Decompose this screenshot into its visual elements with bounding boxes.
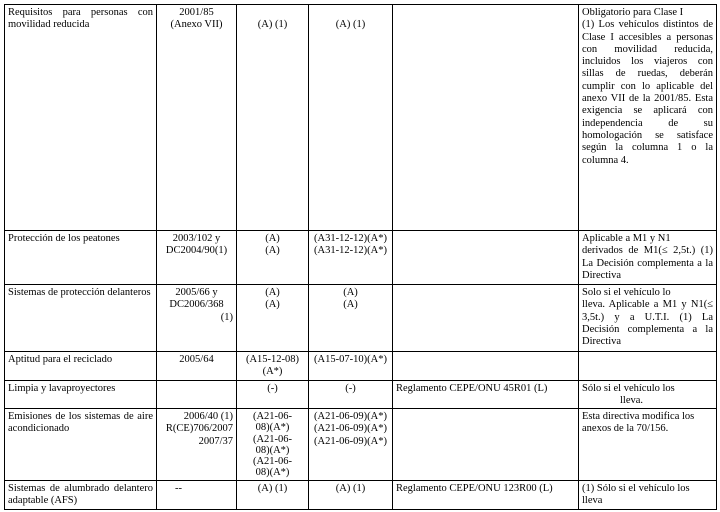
table-row xyxy=(5,409,717,481)
column-b-value: (-) xyxy=(345,382,356,394)
directive-ref: DC2006/368 xyxy=(169,299,224,311)
observations-cell xyxy=(579,5,717,231)
requirement-name: Sistemas de protección delanteros xyxy=(8,287,151,298)
reglamento-cell xyxy=(393,380,579,409)
observation-heading: Solo si el vehículo lo xyxy=(582,287,671,298)
observation-text: anexos de la 70/156. xyxy=(582,423,669,435)
column-a-value: (A) xyxy=(265,245,280,257)
column-a-cell xyxy=(237,380,309,409)
column-b-cell xyxy=(309,231,393,285)
requirement-name: Limpia y lavaproyectores xyxy=(8,382,116,394)
directive-ref: 2005/64 xyxy=(179,354,214,365)
column-a-value: (A) xyxy=(265,233,280,244)
directive-cell xyxy=(157,285,237,352)
directive-ref: DC2004/90(1) xyxy=(165,245,228,257)
reglamento-cell xyxy=(393,481,579,510)
column-b-cell xyxy=(309,481,393,510)
column-b-value: (A21-06-09)(A*) xyxy=(314,411,387,423)
directive-ref: (Anexo VII) xyxy=(170,19,223,31)
observation-text: (1) Los vehículos distintos de Clase I accesibles a personas con movilidad reducida, incluidos los viajeros con sillas de ruedas, deberán cumplir con lo aplicable del anexo VII de la 2001/85. Esta exigencia se aplicará con independencia de su homologación se satisface según la columna 1 o la columna 4. xyxy=(582,19,713,166)
column-a-value: (A15-12-08)(A*) xyxy=(245,354,300,378)
directive-cell xyxy=(157,5,237,231)
column-a-value: (A21-06- xyxy=(252,433,293,445)
observations-cell xyxy=(579,352,717,381)
reglamento-text: Reglamento CEPE/ONU 123R00 (L) xyxy=(396,483,553,495)
requirement-name: Requisitos para personas con movilidad reducida xyxy=(8,7,153,31)
column-a-cell xyxy=(237,231,309,285)
column-a-value: 08)(A*) xyxy=(255,444,290,456)
observations-cell xyxy=(579,231,717,285)
column-a-cell xyxy=(237,5,309,231)
requirement-name-cell xyxy=(5,285,157,352)
column-a-cell xyxy=(237,352,309,381)
observation-heading: Aplicable a M1 y N1 xyxy=(582,233,671,244)
observation-text: lleva. Aplicable a M1 y N1(≤ 3,5t.) y a U.T.I. (1) La Decisión complementa a la Directiva xyxy=(582,299,713,348)
column-b-cell xyxy=(309,352,393,381)
column-a-value: (A) (1) xyxy=(257,19,288,30)
directive-ref: 2007/37 xyxy=(198,435,233,447)
table-row xyxy=(5,481,717,510)
directive-cell xyxy=(157,409,237,481)
requirement-name: Protección de los peatones xyxy=(8,233,120,244)
observations-cell xyxy=(579,380,717,409)
observations-cell xyxy=(579,285,717,352)
requirement-name-cell xyxy=(5,231,157,285)
reglamento-cell xyxy=(393,231,579,285)
column-a-value: (A) xyxy=(265,287,280,298)
requirement-name-cell xyxy=(5,380,157,409)
directive-ref: 2001/85 xyxy=(179,7,214,18)
observations-cell xyxy=(579,409,717,481)
table-row xyxy=(5,352,717,381)
directive-ref: (1) xyxy=(220,311,233,323)
table-row xyxy=(5,380,717,409)
column-b-value: (A31-12-12)(A*) xyxy=(314,245,387,257)
observation-text: derivados de M1(≤ 2,5t.) (1) La Decisión complementa a la Directiva xyxy=(582,245,713,281)
column-b-value: (A) (1) xyxy=(335,19,366,30)
table-row xyxy=(5,5,717,231)
column-b-value: (A21-06-09)(A*) xyxy=(314,423,387,435)
requirement-name-cell xyxy=(5,409,157,481)
requirement-name-cell xyxy=(5,352,157,381)
column-b-cell xyxy=(309,285,393,352)
column-a-value: 08)(A*) xyxy=(255,467,290,479)
directive-ref: 2003/102 y xyxy=(172,233,221,244)
column-a-value: (A21-06- xyxy=(252,456,293,467)
observations-cell xyxy=(579,481,717,510)
reglamento-cell xyxy=(393,352,579,381)
observation-text: lleva. xyxy=(620,394,644,406)
directive-cell xyxy=(157,231,237,285)
reglamento-cell xyxy=(393,5,579,231)
column-a-cell xyxy=(237,481,309,510)
column-b-value: (A) (1) xyxy=(335,483,366,495)
observation-heading: Obligatorio para Clase I xyxy=(582,7,684,18)
column-b-cell xyxy=(309,380,393,409)
directive-ref: 2005/66 y xyxy=(175,287,218,298)
directive-cell xyxy=(157,481,237,510)
column-b-value: (A15-07-10)(A*) xyxy=(314,354,387,365)
column-a-value: (A) (1) xyxy=(257,483,288,495)
observation-text: lleva xyxy=(582,495,603,507)
column-a-value: 08)(A*) xyxy=(255,422,290,434)
column-a-cell xyxy=(237,409,309,481)
observation-heading: Sólo si el vehículo los xyxy=(582,382,675,394)
reglamento-cell xyxy=(393,409,579,481)
reglamento-cell xyxy=(393,285,579,352)
column-b-cell xyxy=(309,5,393,231)
directive-ref: -- xyxy=(175,483,182,495)
observation-heading: (1) Sólo si el vehículo los xyxy=(582,483,690,495)
requirement-name: Emisiones de los sistemas de aire acondicionado xyxy=(8,411,153,435)
directive-ref: 2006/40 (1) xyxy=(183,411,233,423)
column-a-cell xyxy=(237,285,309,352)
observation-heading: Esta directiva modifica los xyxy=(582,411,695,423)
column-a-value: (-) xyxy=(267,382,278,394)
column-b-value: (A21-06-09)(A*) xyxy=(314,435,387,447)
table-row xyxy=(5,285,717,352)
column-a-value: (A) xyxy=(265,299,280,311)
column-a-value: (A21-06- xyxy=(252,411,293,423)
directive-cell xyxy=(157,352,237,381)
reglamento-text: Reglamento CEPE/ONU 45R01 (L) xyxy=(396,382,548,394)
column-b-value: (A) xyxy=(343,299,358,311)
requirement-name: Sistemas de alumbrado delantero adaptable (AFS) xyxy=(8,483,153,507)
requirement-name: Aptitud para el reciclado xyxy=(8,354,113,365)
column-b-value: (A) xyxy=(343,287,358,298)
directive-ref: R(CE)706/2007 xyxy=(165,423,233,435)
homologation-requirements-table xyxy=(4,4,717,510)
requirement-name-cell xyxy=(5,481,157,510)
requirement-name-cell xyxy=(5,5,157,231)
column-b-value: (A31-12-12)(A*) xyxy=(314,233,387,244)
column-b-cell xyxy=(309,409,393,481)
directive-cell xyxy=(157,380,237,409)
table-row xyxy=(5,231,717,285)
